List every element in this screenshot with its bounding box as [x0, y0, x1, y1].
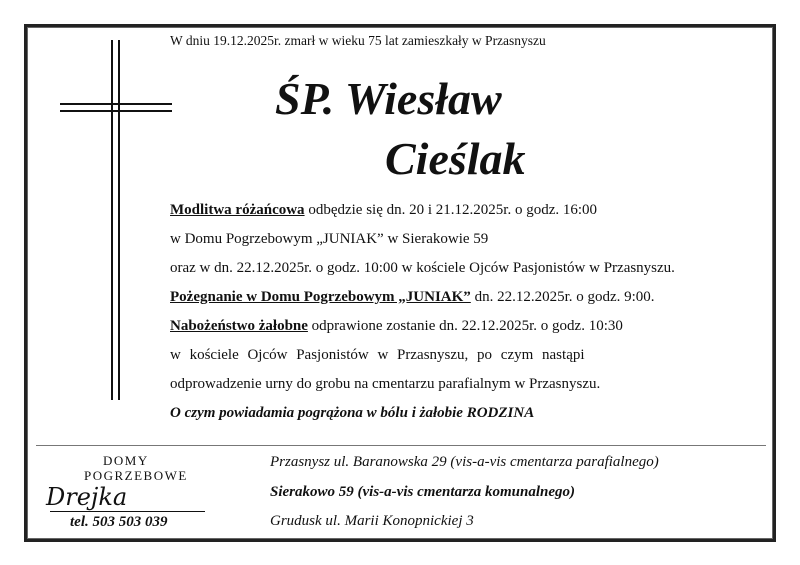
logo-line2: POGRZEBOWE	[84, 468, 188, 483]
body-line: w kościele Ojców Pasjonistów w Przasnyszu, po czym nastąpi	[170, 347, 585, 363]
deceased-last-name: Cieślak	[385, 133, 526, 184]
deceased-first-name: ŚP. Wiesław	[275, 73, 502, 124]
mass-heading: Nabożeństwo żałobne	[170, 318, 308, 334]
address-1: Przasnysz ul. Baranowska 29 (vis-a-vis cmentarza parafialnego)	[270, 454, 659, 470]
mass-details: odprawione zostanie dn. 22.12.2025r. o godz. 10:30	[307, 318, 623, 334]
body-line: w Domu Pogrzebowym „JUNIAK” w Sierakowie 59	[170, 231, 489, 247]
rosary-heading: Modlitwa różańcowa	[170, 202, 305, 218]
rosary-line	[170, 202, 597, 219]
mass-line	[170, 318, 623, 335]
body-line: odprowadzenie urny do grobu na cmentarzu parafialnym w Przasnyszu.	[170, 376, 601, 392]
farewell-details: dn. 22.12.2025r. o godz. 9:00.	[470, 289, 655, 305]
logo-underline	[50, 511, 205, 512]
farewell-heading: Pożegnanie w Domu Pogrzebowym „JUNIAK”	[170, 289, 471, 305]
body-line: oraz w dn. 22.12.2025r. o godz. 10:00 w kościele Ojców Pasjonistów w Przasnyszu.	[170, 260, 675, 276]
closing-line: O czym powiadamia pogrążona w bólu i żałobie RODZINA	[170, 405, 535, 421]
address-3: Grudusk ul. Marii Konopnickiej 3	[270, 513, 474, 529]
rosary-details: odbędzie się dn. 20 i 21.12.2025r. o godz. 16:00	[304, 202, 598, 218]
divider	[36, 445, 766, 446]
phone-number: tel. 503 503 039	[70, 514, 168, 530]
logo-line1: DOMY	[103, 453, 149, 468]
death-notice-header: W dniu 19.12.2025r. zmarł w wieku 75 lat zamieszkały w Przasnyszu	[170, 33, 546, 48]
address-2: Sierakowo 59 (vis-a-vis cmentarza komunalnego)	[270, 484, 576, 500]
logo-script: Drejka	[46, 483, 128, 511]
farewell-line	[170, 289, 655, 306]
